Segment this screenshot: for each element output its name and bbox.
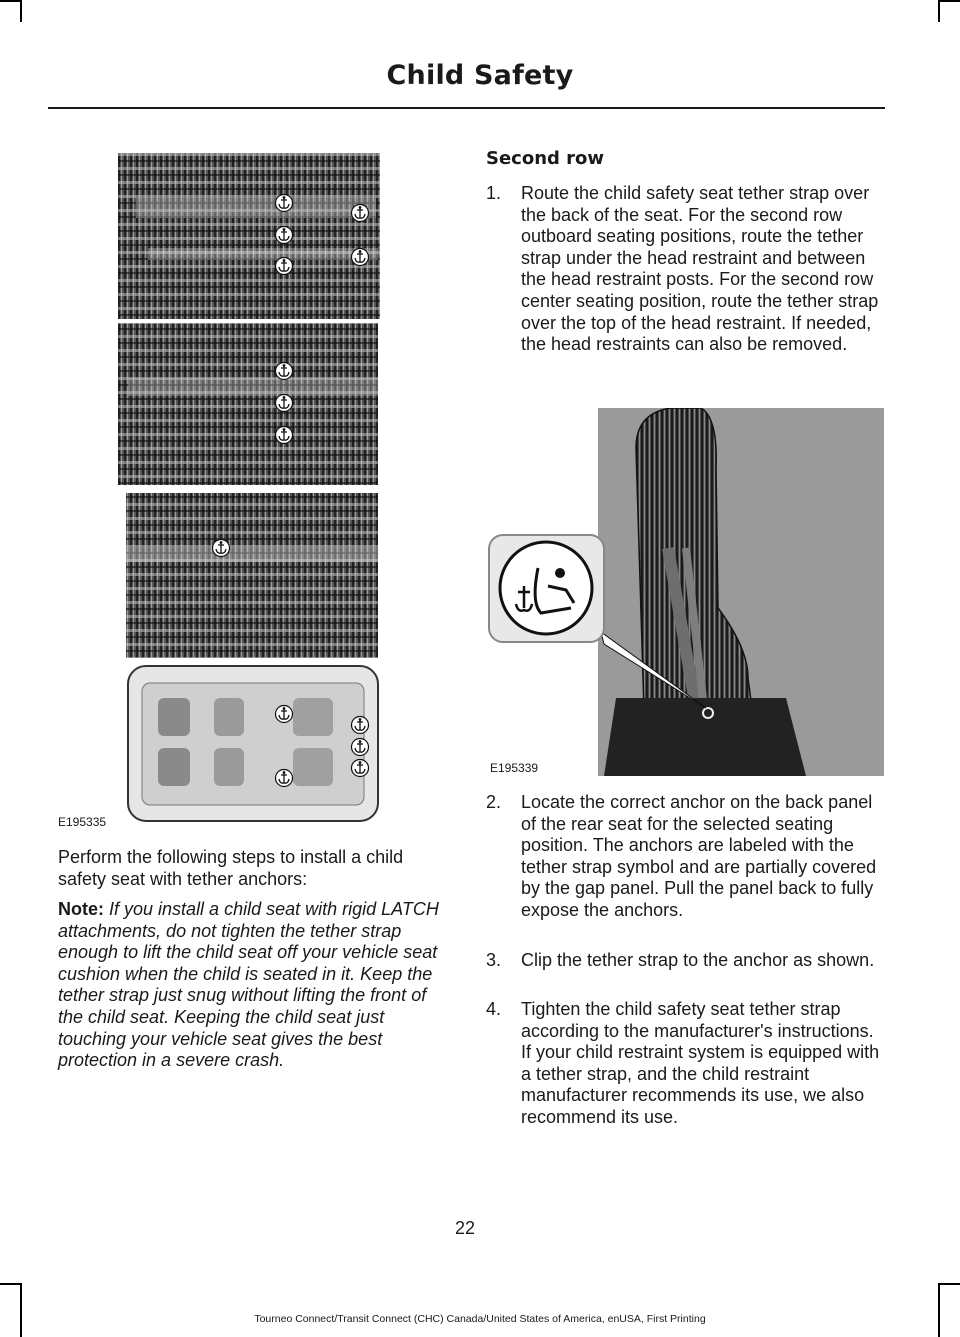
note-text: If you install a child seat with rigid LATCH attachments, do not tighten the tether strap enough to lift the child seat off your vehicle seat cushion when the child is seated in it. Keep the tether strap just snug without lifting the front of the child seat. Keeping the child seat just touching your vehicle seat gives the best protection in a severe crash. (58, 899, 439, 1071)
crop-mark (938, 1283, 960, 1285)
step-number: 1. (486, 183, 502, 203)
seat-panel-3 (126, 493, 378, 658)
tether-anchor-figure (486, 408, 884, 776)
header-rule (48, 107, 885, 109)
figure-code-right: E195339 (490, 761, 539, 775)
step-number: 4. (486, 999, 502, 1019)
step-number: 3. (486, 950, 502, 970)
crop-mark (938, 0, 940, 22)
seat-anchor-figure (118, 153, 381, 823)
step-1 (486, 183, 886, 356)
page-title: Child Safety (386, 60, 574, 91)
step-4 (486, 999, 886, 1129)
note-label: Note: (58, 899, 104, 919)
crop-mark (20, 1283, 22, 1337)
step-text: Tighten the child safety seat tether strap according to the manufacturer's instructions. If your child restraint system is equipped with a tether strap, and the child restraint manufacturer recommends its use, we also recommend its use. (521, 999, 880, 1127)
intro-paragraph (58, 847, 450, 890)
intro-text: Perform the following steps to install a child safety seat with tether anchors: (58, 847, 404, 889)
page-number: 22 (454, 1218, 476, 1238)
figure-code-left: E195335 (58, 815, 107, 829)
seat-panel-2 (118, 323, 378, 485)
crop-mark (0, 0, 22, 2)
step-text: Locate the correct anchor on the back panel of the rear seat for the selected seating position. The anchors are labeled with the tether strap symbol and are partially covered by the gap panel. Pull the panel back to fully expose the anchors. (521, 792, 877, 920)
crop-mark (0, 1283, 22, 1285)
footer-text: Tourneo Connect/Transit Connect (CHC) Canada/United States of America, enUSA, First Printing (254, 1313, 706, 1325)
crop-mark (938, 1283, 940, 1337)
step-2 (486, 792, 886, 922)
crop-mark (20, 0, 22, 22)
vehicle-top-view (128, 666, 378, 821)
step-number: 2. (486, 792, 502, 812)
step-text: Route the child safety seat tether strap over the back of the seat. For the second row outboard seating positions, route the tether strap under the head restraint and between the head restraint posts. For the second row center seating position, route the tether strap over the top of the head restraint. If needed, the head restraints can also be removed. (521, 183, 879, 355)
step-3 (486, 950, 886, 972)
crop-mark (938, 0, 960, 2)
step-text: Clip the tether strap to the anchor as shown. (521, 950, 875, 970)
note-paragraph (58, 899, 450, 1072)
section-heading: Second row (486, 148, 605, 169)
seat-panel-1 (118, 153, 380, 319)
